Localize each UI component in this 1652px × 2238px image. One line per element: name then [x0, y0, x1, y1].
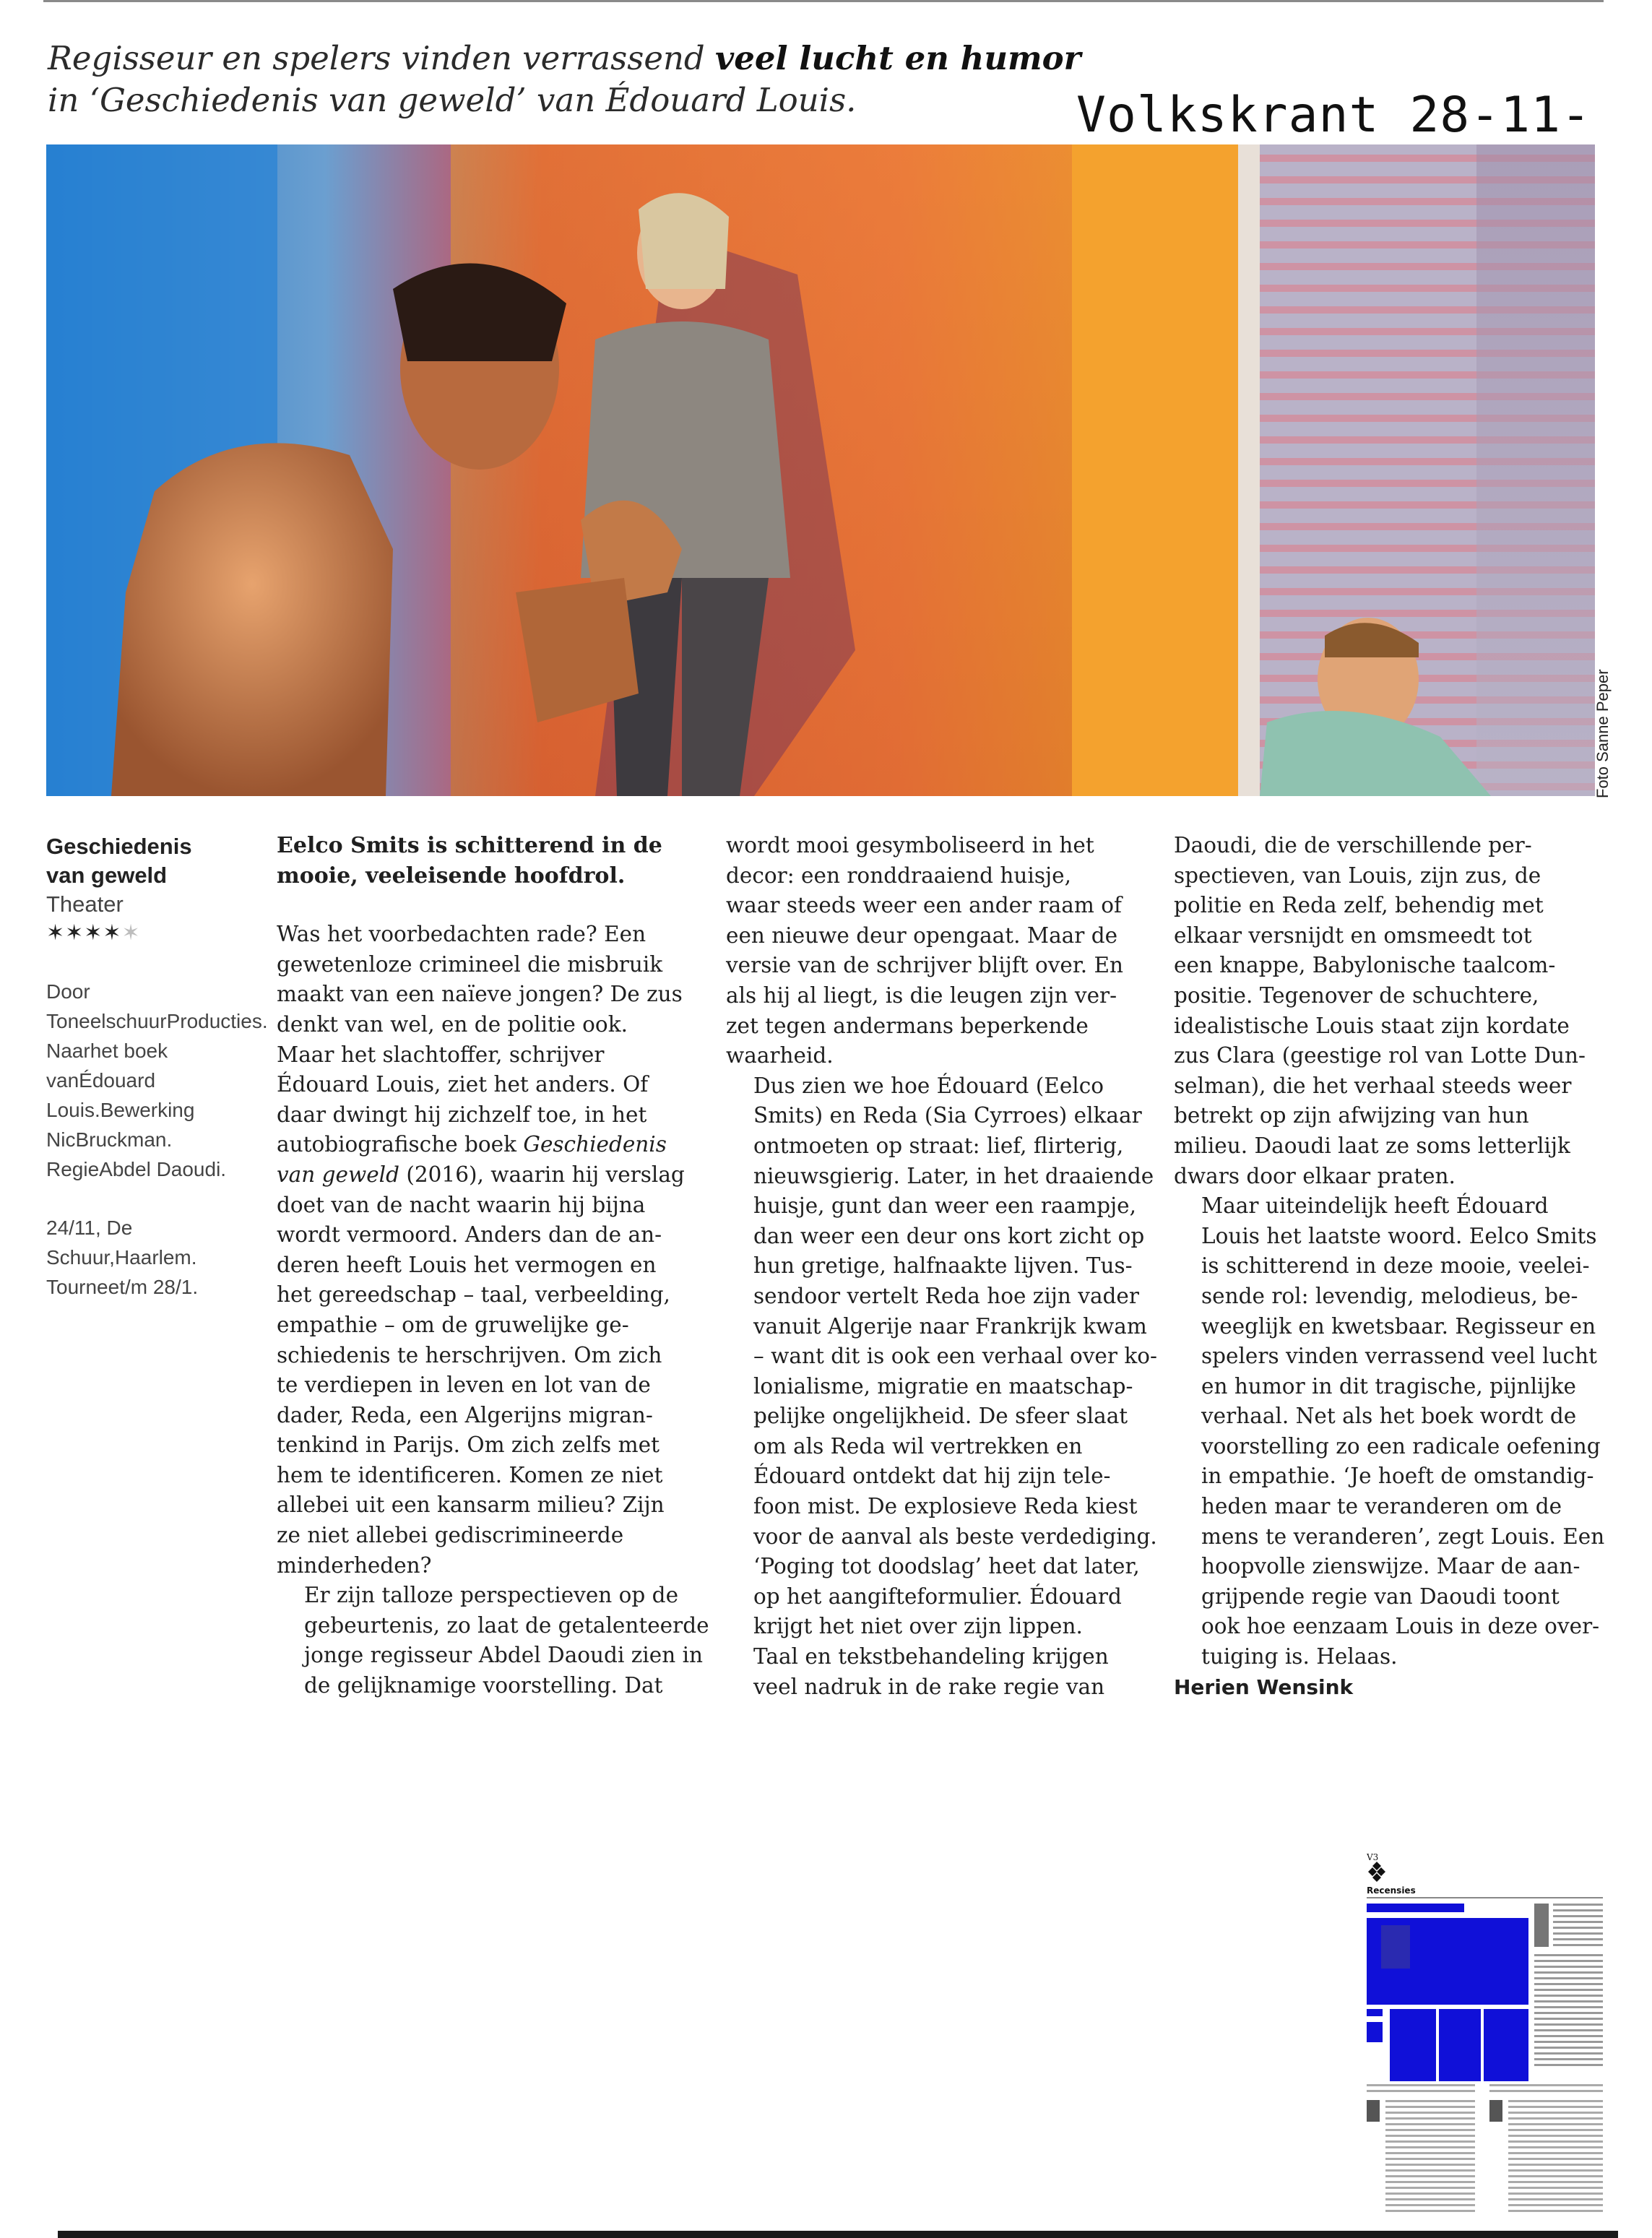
text-run: autobiografische boek: [277, 1132, 524, 1157]
paragraph-line: betrekt op zijn afwijzing van hun: [1174, 1103, 1529, 1128]
paragraph-line: zet tegen andermans beperkende: [726, 1013, 1089, 1038]
paragraph-line: weeglijk en kwetsbaar. Regisseur en: [1201, 1313, 1596, 1339]
text-run: (2016), waarin hij verslag: [399, 1162, 685, 1187]
photo-credit: Foto Sanne Peper: [1593, 669, 1612, 798]
paragraph-line: is schitterend in deze mooie, veelei-: [1201, 1253, 1590, 1279]
headline-line1: Regisseur en spelers vinden verrassend: [48, 39, 716, 77]
paragraph-line: empathie – om de gruwelijke ge-: [277, 1312, 629, 1337]
star-empty-icon: ✶: [121, 921, 141, 945]
paragraph-line: denkt van wel, en de politie ook.: [277, 1011, 628, 1037]
paragraph-line: op het aangifteformulier. Édouard: [753, 1584, 1122, 1609]
article-column-3: [1174, 831, 1605, 1702]
paragraph-line: hem te identificeren. Komen ze niet: [277, 1462, 663, 1487]
paragraph-line: deren heeft Louis het vermogen en: [277, 1252, 657, 1277]
paragraph-line: te verdiepen in leven en lot van de: [277, 1373, 651, 1398]
review-info: [46, 832, 268, 1302]
paragraph-line: idealistische Louis staat zijn kordate: [1174, 1013, 1570, 1038]
paragraph-5: [1174, 1191, 1605, 1672]
paragraph-line: sende rol: levendig, melodieus, be-: [1201, 1283, 1578, 1308]
paragraph-line: spelers vinden verrassend veel lucht: [1201, 1344, 1597, 1369]
paragraph-line: de gelijknamige voorstelling. Dat: [304, 1673, 663, 1698]
paragraph-line: jonge regisseur Abdel Daoudi zien in: [304, 1643, 704, 1668]
paragraph-line: een nieuwe deur opengaat. Maar de: [726, 923, 1118, 948]
paragraph-line: ontmoeten op straat: lief, flirterig,: [753, 1133, 1124, 1158]
paragraph-line: gebeurtenis, zo laat de getalenteerde: [304, 1612, 709, 1638]
paragraph-line: [277, 1160, 699, 1191]
paragraph-line: verhaal. Net als het boek wordt de: [1201, 1404, 1577, 1429]
paragraph-line: dader, Reda, een Algerijns migran-: [277, 1402, 653, 1427]
paragraph-line: elkaar versnijdt en omsmeedt tot: [1174, 923, 1532, 948]
paragraph-4-cont: [1174, 831, 1596, 1191]
paragraph-4: [726, 1642, 1149, 1702]
article-photo: [46, 144, 1595, 796]
paragraph-line: Édouard ontdekt dat hij zijn tele-: [753, 1464, 1111, 1489]
paragraph-line: zus Clara (geestige rol van Lotte Dun-: [1174, 1043, 1586, 1068]
paragraph-2-cont: [726, 831, 1149, 1071]
star-full-icons: ✶✶✶✶: [46, 921, 122, 945]
paragraph-line: Taal en tekstbehandeling krijgen: [753, 1644, 1109, 1669]
book-title: van geweld: [277, 1162, 399, 1187]
paragraph-line: doet van de nacht waarin hij bijna: [277, 1192, 646, 1217]
paragraph-line: schiedenis te herschrijven. Om zich: [277, 1342, 662, 1368]
stage-photo-illustration: [46, 144, 1595, 796]
paragraph-3: [726, 1071, 1157, 1642]
top-rule: [43, 0, 1604, 2]
page-thumbnail: [1367, 1846, 1603, 2221]
article-column-2: [726, 831, 1157, 1702]
paragraph-line: milieu. Daoudi laat ze soms letterlijk: [1174, 1133, 1570, 1158]
headline: [48, 38, 1131, 121]
paragraph-line: Smits) en Reda (Sia Cyrroes) elkaar: [753, 1103, 1142, 1128]
paragraph-line: wordt mooi gesymboliseerd in het: [726, 833, 1094, 857]
article-lead: Eelco Smits is schitterend in de mooie, veeleisende hoofdrol.: [277, 833, 662, 889]
paragraph-line: foon mist. De explosieve Reda kiest: [753, 1494, 1138, 1519]
paragraph-line: in empathie. ‘Je hoeft de omstandig-: [1201, 1464, 1594, 1489]
paragraph-line: versie van de schrijver blijft over. En: [726, 953, 1124, 978]
thumb-section-label: Recensies: [1367, 1885, 1416, 1896]
paragraph-line: vanuit Algerije naar Frankrijk kwam: [753, 1313, 1147, 1339]
paragraph-line: voor de aanval als beste verdediging.: [753, 1524, 1157, 1549]
paragraph-line: Maar uiteindelijk heeft Édouard: [1201, 1193, 1549, 1219]
svg-text:V3: V3: [1367, 1852, 1379, 1862]
paragraph-line: het gereedschap – taal, verbeelding,: [277, 1282, 670, 1308]
paragraph-line: Dus zien we hoe Édouard (Eelco: [753, 1073, 1104, 1098]
show-title-line2: van geweld: [46, 863, 168, 888]
paragraph-line: daar dwingt hij zichzelf toe, in het: [277, 1102, 647, 1127]
paragraph-1: [277, 920, 699, 1581]
paragraph-line: Er zijn talloze perspectieven op de: [304, 1583, 679, 1608]
paragraph-line: en humor in dit tragische, pijnlijke: [1201, 1373, 1576, 1399]
paragraph-line: een knappe, Babylonische taalcom-: [1174, 953, 1556, 978]
handwritten-source-note: Volkskrant 28-11-: [1076, 87, 1591, 144]
paragraph-line: krijgt het niet over zijn lippen.: [753, 1614, 1083, 1639]
paragraph-line: mens te veranderen’, zegt Louis. Een: [1201, 1524, 1605, 1549]
paragraph-line: Maar het slachtoffer, schrijver: [277, 1042, 605, 1067]
paragraph-line: ze niet allebei gediscrimineerde: [277, 1523, 624, 1548]
paragraph-line: om als Reda wil vertrekken en: [753, 1433, 1083, 1459]
paragraph-2: [277, 1581, 709, 1701]
paragraph-line: waar steeds weer een ander raam of: [726, 893, 1122, 918]
paragraph-line: Daoudi, die de verschillende per-: [1174, 833, 1532, 857]
author-byline: Herien Wensink: [1174, 1675, 1354, 1699]
production-credits: Door ToneelschuurProducties. Naarhet boek vanÉdouard Louis.Bewerking NicBruckman. RegieAbdel Daoudi.: [46, 980, 268, 1180]
paragraph-line: waarheid.: [726, 1043, 834, 1068]
paragraph-line: [277, 1130, 699, 1160]
paragraph-line: als hij al liegt, is die leugen zijn ver-: [726, 982, 1117, 1008]
paragraph-line: politie en Reda zelf, behendig met: [1174, 893, 1544, 918]
paragraph-line: hun gretige, halfnaakte lijven. Tus-: [753, 1253, 1133, 1279]
paragraph-line: Édouard Louis, ziet het anders. Of: [277, 1072, 649, 1097]
article-column-1: [277, 831, 709, 1701]
paragraph-line: huisje, gunt dan weer een raampje,: [753, 1193, 1136, 1219]
paragraph-line: veel nadruk in de rake regie van: [753, 1674, 1105, 1699]
headline-line2: in ‘Geschiedenis van geweld’ van Édouard Louis.: [48, 81, 857, 119]
paragraph-line: decor: een ronddraaiend huisje,: [726, 863, 1071, 888]
paragraph-line: dwars door elkaar praten.: [1174, 1163, 1456, 1188]
paragraph-line: sendoor vertelt Reda hoe zijn vader: [753, 1283, 1139, 1308]
paragraph-line: Was het voorbedachten rade? Een: [277, 922, 646, 947]
headline-emphasis: veel lucht en humor: [715, 39, 1081, 77]
paragraph-line: nieuwsgierig. Later, in het draaiende: [753, 1163, 1154, 1188]
page-thumbnail-drawing: [1367, 1846, 1603, 2221]
paragraph-line: grijpende regie van Daoudi toont: [1201, 1584, 1560, 1609]
paragraph-line: heden maar te veranderen om de: [1201, 1494, 1562, 1519]
paragraph-line: positie. Tegenover de schuchtere,: [1174, 982, 1539, 1008]
paragraph-line: tuiging is. Helaas.: [1201, 1644, 1398, 1669]
show-title-line1: Geschiedenis: [46, 834, 192, 859]
paragraph-line: dan weer een deur ons kort zicht op: [753, 1223, 1145, 1248]
star-rating: [46, 919, 256, 948]
paragraph-line: allebei uit een kansarm milieu? Zijn: [277, 1492, 665, 1518]
paragraph-line: – want dit is ook een verhaal over ko-: [753, 1344, 1157, 1369]
paragraph-line: maakt van een naïeve jongen? De zus: [277, 982, 683, 1007]
paragraph-line: gewetenloze crimineel die misbruik: [277, 951, 663, 977]
paragraph-line: wordt vermoord. Anders dan de an-: [277, 1222, 662, 1248]
paragraph-line: hoopvolle zienswijze. Maar de aan-: [1201, 1554, 1580, 1579]
paragraph-line: spectieven, van Louis, zijn zus, de: [1174, 863, 1541, 888]
paragraph-line: ‘Poging tot doodslag’ heet dat later,: [753, 1554, 1140, 1579]
paragraph-line: minderheden?: [277, 1552, 432, 1578]
paragraph-line: tenkind in Parijs. Om zich zelfs met: [277, 1433, 659, 1458]
paragraph-line: ook hoe eenzaam Louis in deze over-: [1201, 1614, 1600, 1639]
paragraph-line: lonialisme, migratie en maatschap-: [753, 1373, 1133, 1399]
paragraph-line: Louis het laatste woord. Eelco Smits: [1201, 1223, 1597, 1248]
paragraph-line: selman), die het verhaal steeds weer: [1174, 1073, 1572, 1098]
genre-label: Theater: [46, 891, 124, 917]
paragraph-line: voorstelling zo een radicale oefening: [1201, 1433, 1601, 1459]
venue-dates: 24/11, De Schuur,Haarlem. Tourneet/m 28/1.: [46, 1217, 199, 1298]
book-title: Geschiedenis: [523, 1132, 667, 1157]
paragraph-line: pelijke ongelijkheid. De sfeer slaat: [753, 1404, 1128, 1429]
bottom-rule: [58, 2231, 1618, 2238]
